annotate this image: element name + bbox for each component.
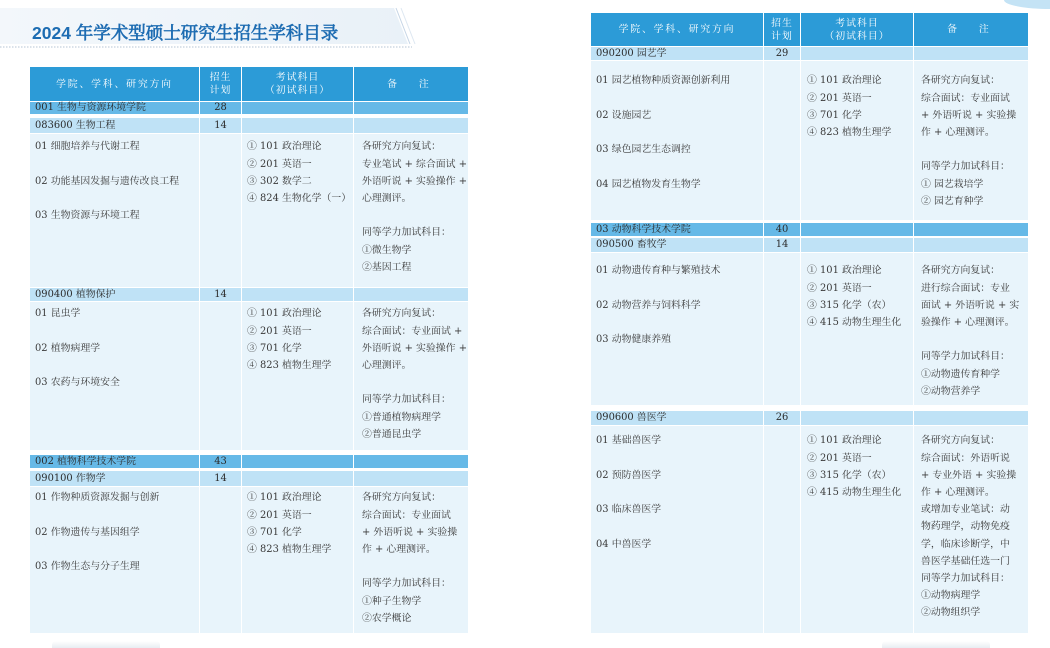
exam-cell <box>800 253 913 405</box>
header-plan-line2: 计划 <box>771 30 793 42</box>
remark-line: 作 + 心理测评。 <box>921 486 995 498</box>
exam-subject: ③ 315 化学（农） <box>807 299 892 311</box>
table-header <box>30 67 468 101</box>
direction-cell <box>30 288 199 301</box>
remark-line: 学，临床诊断学，中 <box>921 538 1010 550</box>
remark-line: 作 + 心理测评。 <box>362 543 436 555</box>
remark-line: 各研究方向复试： <box>362 141 442 153</box>
remark-spacer <box>362 374 468 391</box>
direction-cell <box>30 67 199 101</box>
college-row <box>30 102 468 114</box>
remark-line: 外语听说 + 实验操作 + <box>362 342 467 354</box>
header-remark: 备 注 <box>387 78 435 90</box>
remark-line: 综合面试：专业面试 <box>921 92 1010 104</box>
exam-cell <box>241 288 353 301</box>
header-exam-line1: 考试科目 <box>835 17 879 29</box>
plan-cell <box>199 102 241 114</box>
major-name: 090400 植物保护 <box>35 288 116 300</box>
direction-cell <box>591 238 763 252</box>
major-name: 090200 园艺学 <box>596 47 667 59</box>
plan-cell <box>199 487 241 633</box>
exam-cell <box>800 47 913 60</box>
major-plan: 14 <box>214 119 227 131</box>
header-plan-line1: 招生 <box>209 72 232 83</box>
exam-subject: ③ 701 化学 <box>247 342 302 354</box>
plan-cell <box>763 426 800 633</box>
remark-cell <box>353 487 468 633</box>
major-plan: 26 <box>775 412 789 423</box>
exam-cell <box>800 426 913 633</box>
exam-cell <box>241 134 353 287</box>
exam-subject: ② 201 英语一 <box>247 325 312 337</box>
research-direction: 02 预防兽医学 <box>596 469 662 481</box>
remark-line: 或增加专业笔试：动 <box>921 504 1010 516</box>
remark-cell <box>913 411 1028 425</box>
extra-exam-subject: ②基因工程 <box>362 261 412 273</box>
extra-exam-subject: ②农学概论 <box>362 612 412 624</box>
plan-cell <box>199 118 241 133</box>
research-direction: 03 农药与环境安全 <box>35 377 120 389</box>
extra-exam-title: 同等学力加试科目： <box>921 161 1010 173</box>
remark-line: 综合面试：专业面试 + <box>362 325 463 337</box>
direction-cell <box>30 487 199 633</box>
exam-cell <box>800 411 913 425</box>
exam-subject: ① 101 政治理论 <box>807 435 882 447</box>
extra-exam-title: 同等学力加试科目： <box>921 351 1010 363</box>
header-exam-line1: 考试科目 <box>275 72 320 83</box>
direction-cell <box>30 471 199 486</box>
header-remark: 备 注 <box>947 24 995 35</box>
direction-cell <box>591 411 763 425</box>
direction-cell <box>30 455 199 468</box>
direction-cell <box>30 118 199 133</box>
remark-line: 综合面试：专业面试 <box>362 509 451 521</box>
remark-line: 心理测评。 <box>362 192 412 204</box>
remark-cell <box>913 426 1028 633</box>
exam-cell <box>800 61 913 220</box>
page-title: 2024 年学术型硕士研究生招生学科目录 <box>32 23 339 43</box>
remark-cell <box>913 253 1028 405</box>
exam-subject: ④ 824 生物化学（一） <box>247 192 352 204</box>
research-direction: 01 细胞培养与代谢工程 <box>35 141 140 153</box>
research-direction: 03 临床兽医学 <box>596 504 662 516</box>
research-direction: 01 基础兽医学 <box>596 435 662 447</box>
direction-cell <box>30 102 199 114</box>
plan-cell <box>763 61 800 220</box>
remark-cell <box>353 302 468 450</box>
remark-line: 心理测评。 <box>362 359 412 371</box>
exam-subject: ② 201 英语一 <box>247 158 312 170</box>
extra-exam-subject: ①动物遗传育种学 <box>921 368 1001 380</box>
major-row <box>30 118 468 133</box>
plan-cell <box>199 455 241 468</box>
remark-line: 各研究方向复试： <box>921 435 1001 447</box>
extra-exam-subject: ① 园艺栽培学 <box>921 178 984 190</box>
exam-subject: ① 101 政治理论 <box>807 265 882 277</box>
remark-cell <box>353 288 468 301</box>
major-detail-row <box>591 253 1028 405</box>
research-direction: 04 中兽医学 <box>596 538 652 550</box>
research-direction: 03 动物健康养殖 <box>596 334 671 346</box>
college-name: 002 植物科学技术学院 <box>35 455 136 467</box>
plan-cell <box>199 134 241 287</box>
remark-cell <box>913 61 1028 220</box>
direction-cell <box>591 223 763 236</box>
plan-cell <box>199 67 241 101</box>
direction-cell <box>591 47 763 60</box>
research-direction: 02 功能基因发掘与遗传改良工程 <box>35 175 180 187</box>
plan-cell <box>763 13 800 46</box>
research-direction: 01 动物遗传育种与繁殖技术 <box>596 265 721 277</box>
remark-cell <box>913 238 1028 252</box>
major-row <box>591 47 1028 60</box>
college-row <box>30 455 468 468</box>
direction-cell <box>591 253 763 405</box>
major-detail-row <box>30 302 468 450</box>
direction-cell <box>30 302 199 450</box>
exam-subject: ③ 302 数学二 <box>247 175 312 187</box>
footer-decoration-left <box>52 641 160 648</box>
major-detail-row <box>591 61 1028 220</box>
remark-cell <box>353 455 468 468</box>
extra-exam-subject: ①种子生物学 <box>362 595 422 607</box>
exam-subject: ③ 701 化学 <box>807 109 862 121</box>
remark-spacer <box>921 141 1028 158</box>
exam-subject: ② 201 英语一 <box>807 282 872 294</box>
major-detail-row <box>591 426 1028 633</box>
remark-cell <box>913 13 1028 46</box>
remark-cell <box>353 102 468 114</box>
exam-subject: ④ 415 动物生理生化 <box>807 316 902 328</box>
exam-subject: ④ 823 植物生理学 <box>807 126 892 138</box>
header-plan-line2: 计划 <box>209 85 232 96</box>
exam-subject: ④ 415 动物生理生化 <box>807 486 902 498</box>
extra-exam-title: 同等学力加试科目： <box>362 578 451 590</box>
research-direction: 02 设施园艺 <box>596 109 652 121</box>
exam-subject: ① 101 政治理论 <box>807 75 882 87</box>
major-row <box>591 411 1028 425</box>
plan-cell <box>763 47 800 60</box>
exam-cell <box>241 302 353 450</box>
exam-subject: ③ 315 化学（农） <box>807 469 892 481</box>
header-plan-line1: 招生 <box>771 17 793 29</box>
research-direction: 01 昆虫学 <box>35 308 81 320</box>
exam-cell <box>241 455 353 468</box>
remark-cell <box>913 47 1028 60</box>
research-direction: 02 作物遗传与基因组学 <box>35 526 140 538</box>
remark-line: 作 + 心理测评。 <box>921 126 995 138</box>
major-plan: 14 <box>775 239 789 250</box>
header-direction: 学院、学科、研究方向 <box>618 24 736 35</box>
extra-exam-subject: ②动物营养学 <box>921 385 981 397</box>
major-detail-row <box>30 134 468 287</box>
major-name: 090100 作物学 <box>35 472 106 484</box>
exam-cell <box>800 238 913 252</box>
remark-line: 综合面试：外语听说 <box>921 452 1010 464</box>
exam-subject: ① 101 政治理论 <box>247 141 322 153</box>
exam-subject: ② 201 英语一 <box>247 509 312 521</box>
extra-exam-subject: ② 园艺育种学 <box>921 195 984 207</box>
exam-subject: ④ 823 植物生理学 <box>247 543 332 555</box>
exam-cell <box>800 13 913 46</box>
plan-cell <box>763 238 800 252</box>
extra-exam-subject: ①微生物学 <box>362 244 412 256</box>
remark-line: 外语听说 + 实验操作 + <box>362 175 467 187</box>
remark-line: + 外语听说 + 实验操 <box>362 526 458 538</box>
extra-exam-title: 同等学力加试科目： <box>362 394 451 406</box>
plan-cell <box>199 288 241 301</box>
direction-cell <box>591 61 763 220</box>
exam-cell <box>241 487 353 633</box>
research-direction: 01 作物种质资源发掘与创新 <box>35 492 160 504</box>
remark-cell <box>353 67 468 101</box>
college-name: 03 动物科学技术学院 <box>596 223 691 235</box>
major-row <box>30 288 468 301</box>
remark-line: + 专业外语 + 实验操 <box>921 469 1017 481</box>
direction-cell <box>591 13 763 46</box>
exam-cell <box>241 118 353 133</box>
major-plan: 14 <box>214 472 227 484</box>
exam-subject: ① 101 政治理论 <box>247 492 322 504</box>
table-header <box>591 13 1028 46</box>
remark-spacer <box>362 207 468 224</box>
college-row <box>591 223 1028 236</box>
major-name: 083600 生物工程 <box>35 119 116 131</box>
college-plan: 43 <box>214 455 227 467</box>
remark-line: 各研究方向复试： <box>362 492 442 504</box>
catalog-table-right <box>591 13 1028 633</box>
header-direction: 学院、学科、研究方向 <box>56 78 173 90</box>
plan-cell <box>763 253 800 405</box>
exam-subject: ④ 823 植物生理学 <box>247 359 332 371</box>
plan-cell <box>199 471 241 486</box>
exam-subject: ② 201 英语一 <box>807 452 872 464</box>
remark-line: + 外语听说 + 实验操 <box>921 109 1017 121</box>
remark-cell <box>913 223 1028 236</box>
plan-cell <box>199 302 241 450</box>
remark-line: 兽医学基础任选一门 <box>921 555 1010 567</box>
major-name: 090500 畜牧学 <box>596 239 667 250</box>
corner-decoration <box>1004 0 1050 9</box>
extra-exam-subject: ②普通昆虫学 <box>362 428 422 440</box>
remark-spacer <box>921 331 1028 348</box>
major-row <box>30 471 468 486</box>
research-direction: 04 园艺植物发育生物学 <box>596 178 701 190</box>
remark-line: 专业笔试 + 综合面试 + <box>362 158 467 170</box>
college-plan: 40 <box>775 223 789 235</box>
extra-exam-subject: ①动物病理学 <box>921 590 981 602</box>
major-name: 090600 兽医学 <box>596 412 667 423</box>
remark-cell <box>353 118 468 133</box>
remark-cell <box>353 134 468 287</box>
plan-cell <box>763 411 800 425</box>
exam-subject: ② 201 英语一 <box>807 92 872 104</box>
exam-cell <box>241 102 353 114</box>
exam-cell <box>241 471 353 486</box>
direction-cell <box>591 426 763 633</box>
direction-cell <box>30 134 199 287</box>
remark-line: 物药理学，动物免疫 <box>921 521 1010 533</box>
extra-exam-title: 同等学力加试科目： <box>362 227 451 239</box>
header-exam-line2: （初试科目） <box>824 30 890 42</box>
exam-cell <box>241 67 353 101</box>
extra-exam-subject: ②动物组织学 <box>921 607 981 619</box>
exam-subject: ① 101 政治理论 <box>247 308 322 320</box>
remark-line: 进行综合面试：专业 <box>921 282 1010 294</box>
catalog-table-left <box>30 67 468 633</box>
extra-exam-title: 同等学力加试科目： <box>921 572 1010 584</box>
research-direction: 01 园艺植物种质资源创新利用 <box>596 75 731 87</box>
research-direction: 02 动物营养与饲料科学 <box>596 299 701 311</box>
footer-decoration-right <box>882 641 990 648</box>
remark-line: 验操作 + 心理测评。 <box>921 316 1015 328</box>
exam-subject: ③ 701 化学 <box>247 526 302 538</box>
remark-spacer <box>362 558 468 575</box>
college-name: 001 生物与资源环境学院 <box>35 102 146 113</box>
research-direction: 03 作物生态与分子生理 <box>35 561 140 573</box>
remark-cell <box>353 471 468 486</box>
research-direction: 02 植物病理学 <box>35 342 101 354</box>
remark-line: 面试 + 外语听说 + 实 <box>921 299 1020 311</box>
extra-exam-subject: ①普通植物病理学 <box>362 411 442 423</box>
remark-line: 各研究方向复试： <box>362 308 442 320</box>
college-plan: 28 <box>214 102 227 113</box>
research-direction: 03 生物资源与环境工程 <box>35 210 140 222</box>
remark-line: 各研究方向复试： <box>921 265 1001 277</box>
research-direction: 03 绿色园艺生态调控 <box>596 144 691 156</box>
major-plan: 29 <box>775 47 789 59</box>
exam-cell <box>800 223 913 236</box>
major-detail-row <box>30 487 468 633</box>
header-exam-line2: （初试科目） <box>264 85 331 96</box>
remark-line: 各研究方向复试： <box>921 75 1001 87</box>
plan-cell <box>763 223 800 236</box>
major-row <box>591 238 1028 252</box>
major-plan: 14 <box>214 288 227 300</box>
